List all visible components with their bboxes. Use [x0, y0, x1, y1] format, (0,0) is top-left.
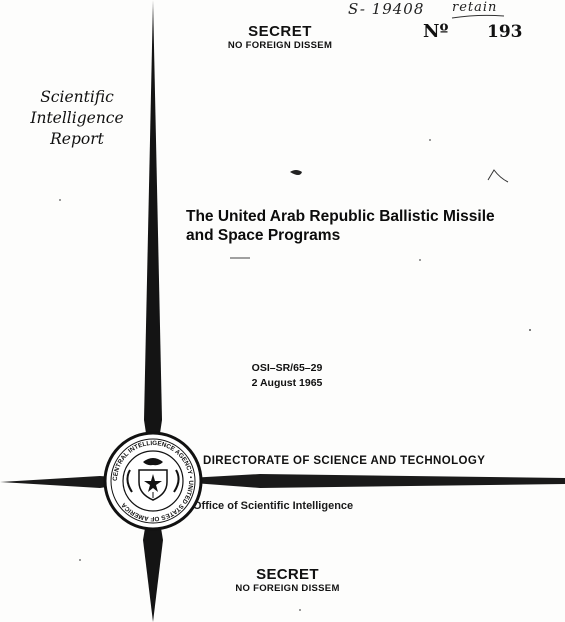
report-title: [186, 207, 561, 245]
copy-number-label: Nº: [423, 21, 449, 42]
directorate-name: DIRECTORATE OF SCIENCE AND TECHNOLOGY: [203, 455, 486, 467]
scan-mark-hook: [488, 170, 508, 182]
document-date: 2 August 1965: [251, 377, 323, 389]
scan-mark: [290, 170, 302, 175]
document-number: OSI–SR/65–29: [251, 362, 323, 374]
classification-level-top: SECRET: [248, 23, 312, 40]
handwritten-note: retain: [452, 0, 498, 15]
series-title: [22, 87, 132, 150]
handwritten-underline: [450, 14, 506, 20]
series-title-line2: Intelligence: [30, 109, 124, 127]
report-title-line2: and Space Programs: [186, 227, 341, 244]
series-title-line3: Report: [50, 130, 104, 148]
classification-caveat-top: NO FOREIGN DISSEM: [227, 40, 333, 51]
report-title-line1: The United Arab Republic Ballistic Missile: [186, 208, 495, 225]
seal-text: CENTRAL INTELLIGENCE AGENCY • UNITED STATES OF AMERICA: [111, 439, 195, 523]
office-name: Office of Scientific Intelligence: [193, 500, 354, 512]
handwritten-control-number: S- 19408: [348, 0, 425, 18]
series-title-line1: Scientific: [40, 88, 114, 106]
classification-caveat-bottom: NO FOREIGN DISSEM: [235, 583, 340, 594]
copy-number-value: 193: [487, 22, 523, 42]
classification-level-bottom: SECRET: [256, 566, 319, 583]
classification-header: [200, 23, 360, 51]
cia-seal-icon: [105, 433, 201, 529]
classification-footer: [215, 566, 360, 594]
